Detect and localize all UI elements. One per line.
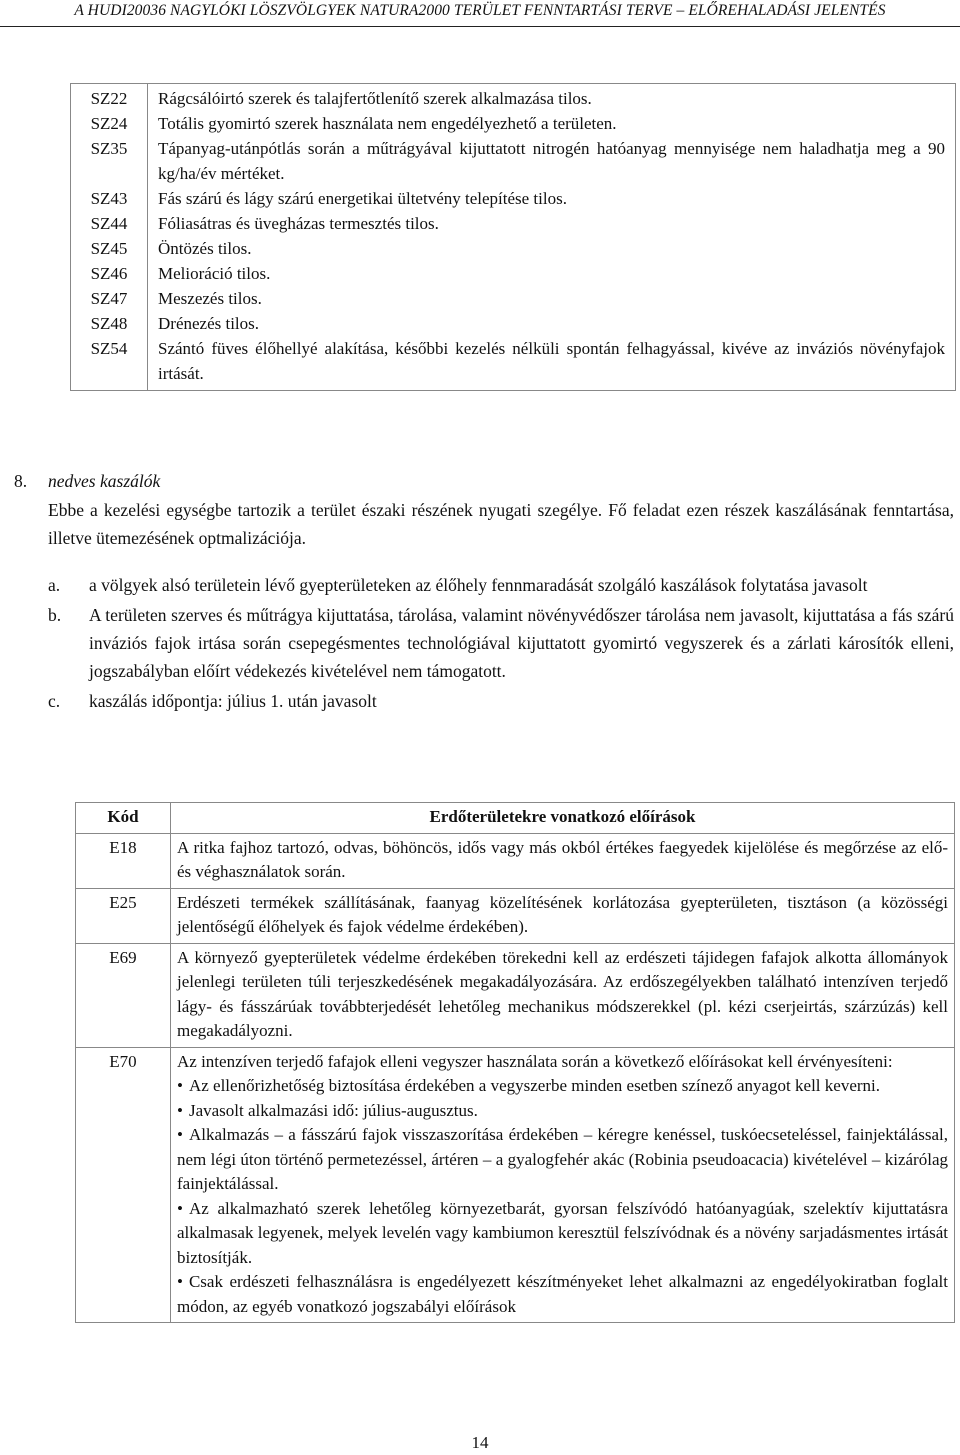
- column-header-rules: Erdőterületekre vonatkozó előírások: [171, 803, 955, 834]
- table-row: [71, 286, 956, 311]
- rule-text: Meszezés tilos.: [148, 286, 956, 311]
- list-item: [14, 687, 954, 715]
- section-title: nedves kaszálók: [48, 471, 161, 491]
- page-header: A HUDI20036 NAGYLÓKI LÖSZVÖLGYEK NATURA2000 TERÜLET FENNTARTÁSI TERVE – ELŐREHALADÁSI JELENTÉS: [74, 2, 886, 19]
- table-row: [76, 833, 955, 888]
- rule-text: [171, 833, 955, 888]
- list-item: [14, 571, 954, 599]
- rule-text: Fóliasátras és üvegházas termesztés tilos.: [148, 211, 956, 236]
- section-intro: Ebbe a kezelési egységbe tartozik a terület északi részének nyugati szegélye. Fő feladat ezen részek kaszálásának fenntartása, illetve ütemezésének optmalizációja.: [48, 500, 954, 548]
- table-row: [71, 84, 956, 112]
- table-row: [71, 211, 956, 236]
- table-row: [71, 336, 956, 391]
- rule-text: Fás szárú és lágy szárú energetikai ültetvény telepítése tilos.: [148, 186, 956, 211]
- rule-paragraph: A ritka fajhoz tartozó, odvas, böhöncös, idős vagy más okból értékes faegyedek kijelölése és megőrzése az elő- és véghasználatok során.: [177, 837, 948, 881]
- list-item-text: a völgyek alsó területein lévő gyepterületeken az élőhely fennmaradását szolgáló kaszálások folytatása javasolt: [89, 575, 868, 595]
- table-row: [71, 236, 956, 261]
- column-header-code: Kód: [76, 803, 171, 834]
- table-row: [71, 261, 956, 286]
- rule-code: SZ24: [71, 111, 148, 136]
- rule-code: SZ43: [71, 186, 148, 211]
- rule-text: Rágcsálóirtó szerek és talajfertőtlenítő szerek alkalmazása tilos.: [148, 84, 956, 112]
- forest-rules-table: [75, 802, 955, 1323]
- restrictions-table: [70, 83, 956, 391]
- table-row: [71, 136, 956, 186]
- section-number: 8.: [14, 471, 28, 491]
- table-row: [71, 186, 956, 211]
- rule-text: Tápanyag-utánpótlás során a műtrágyával kijuttatott nitrogén hatóanyag mennyisége nem haladhatja meg a 90 kg/ha/év mértéket.: [148, 136, 956, 186]
- table-row: [76, 888, 955, 943]
- rule-text: Öntözés tilos.: [148, 236, 956, 261]
- rule-code: E69: [76, 943, 171, 1047]
- rule-text: Szántó füves élőhellyé alakítása, későbbi kezelés nélküli spontán felhagyással, kivéve az inváziós növényfajok irtását.: [148, 336, 956, 391]
- rule-text: Totális gyomirtó szerek használata nem engedélyezhető a területen.: [148, 111, 956, 136]
- rule-text: Drénezés tilos.: [148, 311, 956, 336]
- bullet-paragraph: • Csak erdészeti felhasználásra is engedélyezett készítményeket lehet alkalmazni az engedélyokiratban foglalt módon, az egyéb vonatkozó jogszabályi előírások: [177, 1270, 948, 1319]
- rule-code: SZ48: [71, 311, 148, 336]
- table-row: [71, 311, 956, 336]
- list-item-text: A területen szerves és műtrágya kijuttatása, tárolása, valamint növényvédőszer tárolása nem javasolt, kijuttatása a fás szárú inváziós fajok irtása során csepegésmentes technológiával kijuttatott gyomirtó vegyszerek és a zárlati károsítók elleni, jogszabályban előírt védekezés kivételével nem támogatott.: [89, 605, 954, 681]
- section-heading: [14, 469, 160, 493]
- rule-code: SZ54: [71, 336, 148, 391]
- list-marker: a.: [48, 575, 61, 595]
- bullet-paragraph: • Alkalmazás – a fásszárú fajok visszaszorítása érdekében – kéregre kenéssel, tuskóecseteléssel, fainjektálással, nem légi úton történő permetezéssel, ártéren – a gyalogfehér akác (Robinia pseudoacacia) kivételével – kizárólag fainjektálással.: [177, 1123, 948, 1197]
- rule-code: SZ46: [71, 261, 148, 286]
- rule-paragraph: Az intenzíven terjedő fafajok elleni vegyszer használata során a következő előírásokat kell érvényesíteni:: [177, 1051, 893, 1071]
- rule-text: [171, 1047, 955, 1323]
- rule-code: E70: [76, 1047, 171, 1323]
- page-number: 14: [471, 1433, 489, 1452]
- list-item-text: kaszálás időpontja: július 1. után javasolt: [89, 691, 377, 711]
- header-rule: [0, 26, 960, 27]
- rule-code: SZ35: [71, 136, 148, 186]
- rule-code: E18: [76, 833, 171, 888]
- table-row: [71, 111, 956, 136]
- bullet-paragraph: • Az ellenőrizhetőség biztosítása érdekében a vegyszerbe minden esetben színező anyagot kell keverni.: [177, 1074, 948, 1099]
- rule-text: [171, 888, 955, 943]
- bullet-paragraph: • Javasolt alkalmazási idő: július-augusztus.: [177, 1099, 948, 1124]
- rule-code: SZ45: [71, 236, 148, 261]
- table-row: [76, 1047, 955, 1323]
- rule-code: SZ44: [71, 211, 148, 236]
- list-marker: b.: [48, 605, 62, 625]
- rule-code: SZ47: [71, 286, 148, 311]
- rule-paragraph: Erdészeti termékek szállításának, faanyag közelítésének korlátozása gyepterületen, tisztáson (a közösségi jelentőségű élőhelyek és fajok védelme érdekében).: [177, 892, 948, 936]
- rule-paragraph: A környező gyepterületek védelme érdekében törekedni kell az erdészeti tájidegen fafajok alkotta állományok jelenlegi területen túli terjeszkedésének megakadályozására. Az erdőszegélyekben található intenzíven terjedő lágy- és fásszárúak továbbterjedését lehetőleg mechanikus módszerekkel (pl. kézi cserjeirtás, szárzúzás) kell megakadályozni.: [177, 947, 948, 1040]
- list-item: [14, 601, 954, 685]
- recommendation-list: [14, 571, 954, 715]
- rule-code: SZ22: [71, 84, 148, 112]
- list-marker: c.: [48, 691, 61, 711]
- rule-code: E25: [76, 888, 171, 943]
- rule-text: [171, 943, 955, 1047]
- bullet-paragraph: • Az alkalmazható szerek lehetőleg környezetbarát, gyorsan felszívódó hatóanyagúak, szelektív kijuttatásra alkalmasak legyenek, melyek levelén vagy kambiumon keresztül felszívódnak és a növény sarjadásmentes irtását biztosítják.: [177, 1197, 948, 1271]
- rule-text: Melioráció tilos.: [148, 261, 956, 286]
- table-row: [76, 943, 955, 1047]
